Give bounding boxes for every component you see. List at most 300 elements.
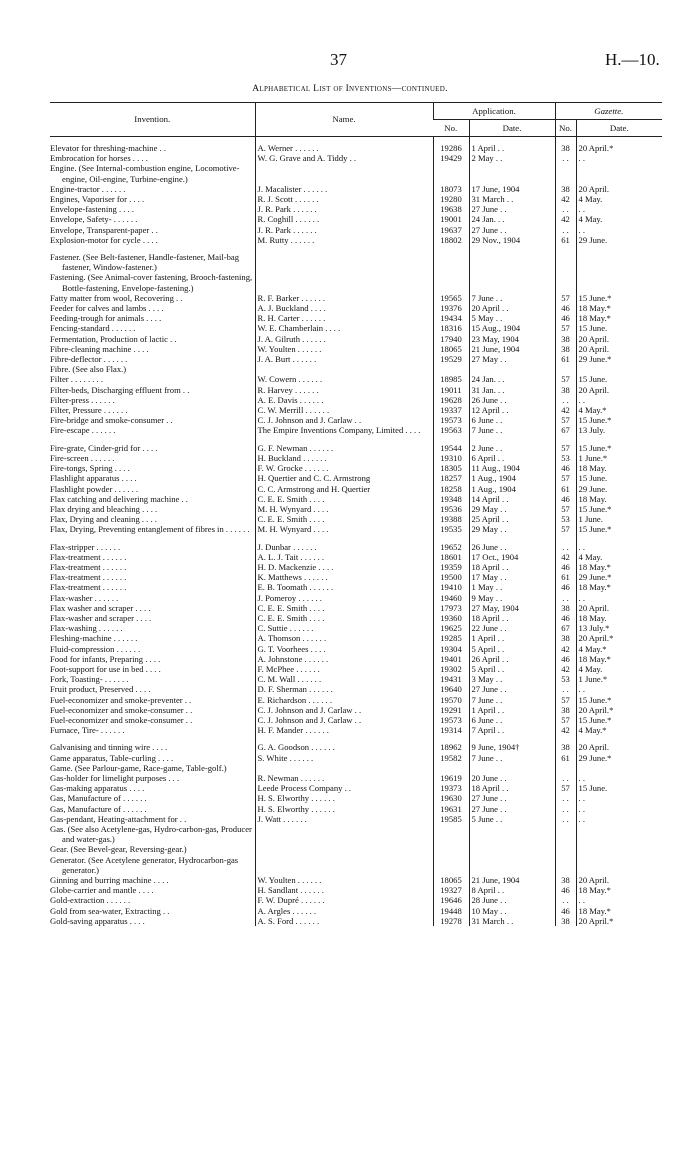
application-no-cell: 19529 — [433, 354, 469, 364]
application-no-cell: 19582 — [433, 753, 469, 763]
gazette-no-cell: . . — [555, 204, 576, 214]
gazette-no-cell: 38 — [555, 916, 576, 926]
application-no-cell: 19536 — [433, 504, 469, 514]
gazette-date-cell: 18 May. — [576, 463, 662, 473]
gazette-no-cell: . . — [555, 793, 576, 803]
invention-cell: Flax-treatment . . . . . . — [50, 561, 127, 572]
name-cell: C. W. Merrill . . . . . . — [255, 405, 433, 415]
invention-cell: Engine-tractor . . . . . . — [50, 183, 126, 194]
table-row — [50, 395, 662, 405]
gazette-no-cell: . . — [555, 684, 576, 694]
invention-cell: Fuel-economizer and smoke-consumer . . — [50, 714, 193, 725]
application-no-cell: 19637 — [433, 225, 469, 235]
invention-cell: Fluid-compression . . . . . . — [50, 643, 141, 654]
table-row — [50, 272, 662, 292]
invention-cell: Flax-stripper . . . . . . — [50, 541, 121, 552]
gazette-no-cell: 42 — [555, 214, 576, 224]
gazette-date-header: Date. — [576, 120, 662, 137]
table-row — [50, 654, 662, 664]
application-date-cell — [469, 855, 555, 875]
gazette-no-cell: 38 — [555, 385, 576, 395]
gazette-no-cell: 61 — [555, 572, 576, 582]
gazette-no-cell: 57 — [555, 443, 576, 453]
gazette-no-cell: . . — [555, 895, 576, 905]
application-date-cell: 29 Nov., 1904 — [469, 235, 555, 245]
application-no-cell: 19337 — [433, 405, 469, 415]
application-date-cell: 27 June . . — [469, 793, 555, 803]
gazette-no-cell — [555, 844, 576, 854]
application-no-cell: 19348 — [433, 494, 469, 504]
gazette-date-cell: . . — [576, 895, 662, 905]
table-row — [50, 824, 662, 844]
application-no-cell: 19573 — [433, 415, 469, 425]
application-no-cell: 19360 — [433, 613, 469, 623]
invention-cell: Gas, Manufacture of . . . . . . — [50, 793, 147, 804]
application-date-cell — [469, 364, 555, 374]
application-date-cell: 2 May . . — [469, 153, 555, 163]
invention-cell: Flax-treatment . . . . . . — [50, 551, 127, 562]
name-cell: C. C. Armstrong and H. Quertier — [255, 484, 433, 494]
application-no-cell: 19291 — [433, 705, 469, 715]
invention-cell: Globe-carrier and mantle . . . . — [50, 885, 154, 896]
application-no-cell: 19285 — [433, 633, 469, 643]
table-row — [50, 313, 662, 323]
name-cell: C. E. E. Smith . . . . — [255, 613, 433, 623]
invention-cell: Feeder for calves and lambs . . . . — [50, 303, 164, 314]
name-cell: H. S. Elworthy . . . . . . — [255, 793, 433, 803]
application-date-cell — [469, 252, 555, 272]
table-row — [50, 153, 662, 163]
application-no-cell — [433, 364, 469, 374]
application-date-cell: 8 April . . — [469, 885, 555, 895]
invention-cell: Filter-beds, Discharging effluent from . . — [50, 384, 190, 395]
gazette-date-cell: 20 April.* — [576, 633, 662, 643]
application-date-cell: 17 June, 1904 — [469, 184, 555, 194]
application-date-cell: 1 May . . — [469, 582, 555, 592]
table-row — [50, 804, 662, 814]
gazette-no-cell: 38 — [555, 705, 576, 715]
name-cell: F. W. Dupré . . . . . . — [255, 895, 433, 905]
gazette-date-cell: 18 May.* — [576, 562, 662, 572]
name-cell: M. H. Wynyard . . . . — [255, 524, 433, 534]
application-date-cell: 11 Aug., 1904 — [469, 463, 555, 473]
gazette-no-header: No. — [555, 120, 576, 137]
name-cell: K. Matthews . . . . . . — [255, 572, 433, 582]
gazette-date-cell: 20 April. — [576, 385, 662, 395]
table-row — [50, 364, 662, 374]
name-cell: E. B. Toomath . . . . . . — [255, 582, 433, 592]
name-cell: J. A. Burt . . . . . . — [255, 354, 433, 364]
gazette-no-cell: 57 — [555, 524, 576, 534]
table-row — [50, 603, 662, 613]
table-row — [50, 593, 662, 603]
gazette-date-cell: . . — [576, 773, 662, 783]
invention-cell: Flax-washer . . . . . . — [50, 592, 119, 603]
gazette-no-cell: 46 — [555, 562, 576, 572]
gazette-date-cell: 15 June.* — [576, 443, 662, 453]
gazette-no-cell: . . — [555, 225, 576, 235]
application-no-cell: 18305 — [433, 463, 469, 473]
caption-text: Alphabetical List of Inventions—continued. — [252, 84, 448, 94]
table-row — [50, 695, 662, 705]
gazette-date-cell: 1 June. — [576, 514, 662, 524]
invention-cell: Fork, Toasting- . . . . . . — [50, 674, 129, 685]
gazette-date-cell: 20 April. — [576, 603, 662, 613]
name-cell: J. R. Park . . . . . . — [255, 225, 433, 235]
gazette-date-cell — [576, 272, 662, 292]
application-date-cell: 1 Aug., 1904 — [469, 484, 555, 494]
table-row — [50, 334, 662, 344]
table-row — [50, 184, 662, 194]
name-cell: H. Quertier and C. C. Armstrong — [255, 473, 433, 483]
gazette-date-cell: 20 April.* — [576, 137, 662, 154]
gazette-date-cell: . . — [576, 814, 662, 824]
gazette-date-cell: 18 May.* — [576, 885, 662, 895]
application-date-cell: 27 June . . — [469, 684, 555, 694]
name-cell: A. S. Ford . . . . . . — [255, 916, 433, 926]
gazette-date-cell: 13 July. — [576, 425, 662, 435]
application-no-cell: 19376 — [433, 303, 469, 313]
name-cell: H. Buckland . . . . . . — [255, 453, 433, 463]
gazette-no-cell: 42 — [555, 644, 576, 654]
gazette-date-cell: . . — [576, 793, 662, 803]
spacer-cell — [555, 735, 576, 742]
spacer-cell — [469, 735, 555, 742]
table-row — [50, 562, 662, 572]
invention-cell: Envelope-fastening . . . . — [50, 204, 135, 215]
invention-cell: Fire-grate, Cinder-grid for . . . . — [50, 442, 158, 453]
application-date-cell: 22 June . . — [469, 623, 555, 633]
application-date-cell: 20 June . . — [469, 773, 555, 783]
application-date-cell — [469, 763, 555, 773]
application-date-cell: 25 April . . — [469, 514, 555, 524]
application-date-cell: 27 June . . — [469, 804, 555, 814]
gazette-date-cell: 20 April. — [576, 344, 662, 354]
name-cell: The Empire Inventions Company, Limited . . . . — [255, 425, 433, 435]
application-no-cell: 19401 — [433, 654, 469, 664]
name-cell: J. R. Park . . . . . . — [255, 204, 433, 214]
table-row — [50, 425, 662, 435]
application-date-cell: 24 Jan. . . — [469, 374, 555, 384]
gazette-date-cell: 20 April. — [576, 184, 662, 194]
application-no-cell: 19429 — [433, 153, 469, 163]
spacer-cell — [469, 436, 555, 443]
gazette-date-cell: 4 May.* — [576, 405, 662, 415]
gazette-date-cell: . . — [576, 225, 662, 235]
gazette-date-cell — [576, 252, 662, 272]
application-date-cell: 9 May . . — [469, 593, 555, 603]
invention-cell: Flax-treatment . . . . . . — [50, 582, 127, 593]
application-date-cell: 31 Jan. . . — [469, 385, 555, 395]
name-cell: M. H. Wynyard . . . . — [255, 504, 433, 514]
spacer-cell — [50, 735, 255, 742]
invention-cell: Fire-escape . . . . . . — [50, 425, 116, 436]
gazette-date-cell: 20 April. — [576, 742, 662, 752]
application-no-cell: 19001 — [433, 214, 469, 224]
invention-cell: Elevator for threshing-machine . . — [50, 143, 166, 153]
application-date-cell: 28 June . . — [469, 895, 555, 905]
spacer-cell — [433, 436, 469, 443]
document-code: H.—10. — [605, 50, 660, 69]
spacer-cell — [555, 245, 576, 252]
application-date-cell — [469, 163, 555, 183]
table-row — [50, 916, 662, 926]
gazette-no-cell: 57 — [555, 374, 576, 384]
application-no-cell: 17940 — [433, 334, 469, 344]
application-date-cell: 1 April . . — [469, 633, 555, 643]
name-cell: W. G. Grave and A. Tiddy . . — [255, 153, 433, 163]
table-row — [50, 293, 662, 303]
invention-cell: Fire-tongs, Spring . . . . — [50, 463, 130, 474]
table-row — [50, 504, 662, 514]
application-no-cell — [433, 272, 469, 292]
gazette-date-cell — [576, 855, 662, 875]
table-row — [50, 582, 662, 592]
table-row — [50, 906, 662, 916]
spacer-cell — [255, 535, 433, 542]
gazette-date-cell: 20 April.* — [576, 705, 662, 715]
invention-cell: Flashlight powder . . . . . . — [50, 483, 139, 494]
gazette-no-cell — [555, 824, 576, 844]
table-row — [50, 895, 662, 905]
gazette-no-cell: 67 — [555, 425, 576, 435]
gazette-date-cell — [576, 824, 662, 844]
name-cell: A. E. Davis . . . . . . — [255, 395, 433, 405]
table-row — [50, 844, 662, 854]
spacer-cell — [576, 245, 662, 252]
gazette-date-cell: 20 April. — [576, 334, 662, 344]
table-row — [50, 214, 662, 224]
application-no-cell: 19011 — [433, 385, 469, 395]
gazette-date-cell: 18 May.* — [576, 313, 662, 323]
gazette-date-cell: 4 May.* — [576, 725, 662, 735]
gazette-no-cell: 42 — [555, 664, 576, 674]
application-date-cell: 26 June . . — [469, 395, 555, 405]
application-no-cell: 18257 — [433, 473, 469, 483]
application-no-cell: 19359 — [433, 562, 469, 572]
table-row — [50, 542, 662, 552]
table-row — [50, 885, 662, 895]
invention-cell: Flax, Drying and cleaning . . . . — [50, 514, 157, 525]
spacer-cell — [50, 535, 255, 542]
application-date-cell: 21 June, 1904 — [469, 344, 555, 354]
application-date-cell: 26 June . . — [469, 542, 555, 552]
spacer-cell — [555, 535, 576, 542]
application-date-cell: 18 April . . — [469, 562, 555, 572]
table-row — [50, 494, 662, 504]
spacer-cell — [576, 436, 662, 443]
spacer-cell — [255, 245, 433, 252]
application-no-cell: 19410 — [433, 582, 469, 592]
application-date-cell: 5 June . . — [469, 814, 555, 824]
table-row — [50, 252, 662, 272]
table-row — [50, 742, 662, 752]
table-row — [50, 443, 662, 453]
name-cell: J. Pomeroy . . . . . . — [255, 593, 433, 603]
name-cell: R. Coghill . . . . . . — [255, 214, 433, 224]
invention-cell: Flax-washer and scraper . . . . — [50, 612, 152, 623]
application-date-cell: 7 June . . — [469, 695, 555, 705]
name-cell: C. E. E. Smith . . . . — [255, 514, 433, 524]
name-cell: R. H. Carter . . . . . . — [255, 313, 433, 323]
gazette-date-cell — [576, 844, 662, 854]
name-cell — [255, 364, 433, 374]
gazette-no-cell: 57 — [555, 783, 576, 793]
gazette-no-cell: 61 — [555, 354, 576, 364]
application-no-cell: 19640 — [433, 684, 469, 694]
invention-cell: Filter-press . . . . . . — [50, 394, 115, 405]
table-row — [50, 773, 662, 783]
gazette-date-cell: 13 July.* — [576, 623, 662, 633]
gazette-no-cell: 57 — [555, 323, 576, 333]
name-cell: J. Dunbar . . . . . . — [255, 542, 433, 552]
table-row — [50, 385, 662, 395]
application-no-cell: 19630 — [433, 793, 469, 803]
name-cell: C. J. Johnson and J. Carlaw . . — [255, 415, 433, 425]
invention-cell: Generator. (See Acetylene generator, Hydrocarbon-gas generator.) — [50, 854, 239, 875]
name-cell — [255, 163, 433, 183]
gazette-date-cell: 15 June.* — [576, 293, 662, 303]
gazette-date-cell: . . — [576, 804, 662, 814]
application-date-cell: 15 Aug., 1904 — [469, 323, 555, 333]
application-date-cell: 27 June . . — [469, 204, 555, 214]
invention-cell: Galvanising and tinning wire . . . . — [50, 742, 168, 753]
invention-cell: Fastening. (See Animal-cover fastening, Brooch-fastening, Bottle-fastening, Envelope-fastening.) — [50, 272, 253, 293]
application-date-cell: 10 May . . — [469, 906, 555, 916]
table-row — [50, 674, 662, 684]
gazette-no-cell: 57 — [555, 715, 576, 725]
application-no-cell: 19535 — [433, 524, 469, 534]
table-caption — [0, 84, 700, 94]
invention-cell: Gold-saving apparatus . . . . — [50, 915, 145, 926]
application-no-cell: 19448 — [433, 906, 469, 916]
gazette-no-cell: 42 — [555, 194, 576, 204]
gazette-no-cell — [555, 763, 576, 773]
gazette-no-cell: 61 — [555, 235, 576, 245]
gazette-no-cell: 46 — [555, 613, 576, 623]
application-no-cell: 18258 — [433, 484, 469, 494]
gazette-no-cell: 38 — [555, 742, 576, 752]
invention-cell: Gas-making apparatus . . . . — [50, 783, 145, 794]
invention-cell: Flashlight apparatus . . . . — [50, 473, 137, 484]
gazette-no-cell: 53 — [555, 674, 576, 684]
name-cell: J. Watt . . . . . . — [255, 814, 433, 824]
table-row — [50, 484, 662, 494]
name-cell: H. F. Mander . . . . . . — [255, 725, 433, 735]
table-row — [50, 163, 662, 183]
gazette-date-cell: 18 May.* — [576, 654, 662, 664]
gazette-date-cell: 15 June.* — [576, 524, 662, 534]
table-row — [50, 524, 662, 534]
spacer-cell — [576, 535, 662, 542]
gazette-no-cell: 38 — [555, 184, 576, 194]
application-date-cell: 23 May, 1904 — [469, 334, 555, 344]
application-no-cell: 19573 — [433, 715, 469, 725]
gazette-no-cell: 57 — [555, 293, 576, 303]
invention-header: Invention. — [50, 103, 255, 137]
gazette-no-cell — [555, 252, 576, 272]
gazette-no-cell: 46 — [555, 654, 576, 664]
table-row — [50, 463, 662, 473]
gazette-no-cell: 38 — [555, 875, 576, 885]
gazette-date-cell: 29 June.* — [576, 753, 662, 763]
application-no-cell: 19327 — [433, 885, 469, 895]
gazette-no-cell: 61 — [555, 484, 576, 494]
table-row — [50, 225, 662, 235]
gazette-no-cell: 42 — [555, 552, 576, 562]
name-cell: A. J. Buckland . . . . — [255, 303, 433, 313]
invention-cell: Engine. (See Internal-combustion engine, Locomotive-engine, Oil-engine, Turbine-engine.) — [50, 163, 240, 184]
application-no-cell: 19565 — [433, 293, 469, 303]
gazette-date-cell: 15 June. — [576, 783, 662, 793]
name-cell: G. F. Newman . . . . . . — [255, 443, 433, 453]
name-cell: A. Thomson . . . . . . — [255, 633, 433, 643]
invention-cell: Fire-bridge and smoke-consumer . . — [50, 415, 173, 426]
invention-cell: Filter, Pressure . . . . . . — [50, 405, 128, 416]
spacer-cell — [433, 245, 469, 252]
name-cell: F. W. Grocke . . . . . . — [255, 463, 433, 473]
application-date-cell: 21 June, 1904 — [469, 875, 555, 885]
table-row — [50, 303, 662, 313]
application-no-cell: 18985 — [433, 374, 469, 384]
table-row — [50, 855, 662, 875]
name-cell: A. Werner . . . . . . — [255, 137, 433, 154]
application-no-cell: 19646 — [433, 895, 469, 905]
gazette-date-cell: 20 April.* — [576, 916, 662, 926]
name-cell: A. Johnstone . . . . . . — [255, 654, 433, 664]
application-date-cell: 31 March . . — [469, 194, 555, 204]
gazette-date-cell: 29 June. — [576, 235, 662, 245]
gazette-date-cell — [576, 163, 662, 183]
invention-cell: Gold-extraction . . . . . . — [50, 895, 131, 906]
application-no-cell — [433, 252, 469, 272]
application-date-cell: 26 April . . — [469, 654, 555, 664]
application-no-cell: 19570 — [433, 695, 469, 705]
name-cell — [255, 763, 433, 773]
application-date-cell: 1 April . . — [469, 137, 555, 154]
application-no-cell: 19280 — [433, 194, 469, 204]
gazette-no-cell: 57 — [555, 504, 576, 514]
name-cell: J. A. Gilruth . . . . . . — [255, 334, 433, 344]
gazette-date-cell: 15 June.* — [576, 715, 662, 725]
spacer-cell — [255, 735, 433, 742]
gazette-date-cell: 18 May. — [576, 613, 662, 623]
name-cell: R. Newman . . . . . . — [255, 773, 433, 783]
gazette-date-cell: 15 June. — [576, 473, 662, 483]
gazette-no-cell: 46 — [555, 303, 576, 313]
name-cell — [255, 855, 433, 875]
gazette-date-cell: 29 June.* — [576, 354, 662, 364]
application-date-cell: 5 April . . — [469, 664, 555, 674]
gazette-date-cell: 20 April. — [576, 875, 662, 885]
name-cell: A. Argles . . . . . . — [255, 906, 433, 916]
table-row — [50, 684, 662, 694]
gazette-no-cell — [555, 272, 576, 292]
invention-cell: Fatty matter from wool, Recovering . . — [50, 292, 183, 303]
name-cell: C. E. E. Smith . . . . — [255, 494, 433, 504]
table-row — [50, 875, 662, 885]
spacer-cell — [255, 436, 433, 443]
application-date-cell: 29 May . . — [469, 504, 555, 514]
gazette-no-cell: 57 — [555, 415, 576, 425]
application-date-cell: 20 April . . — [469, 303, 555, 313]
group-spacer — [50, 535, 662, 542]
application-date-cell: 27 May, 1904 — [469, 603, 555, 613]
name-cell: R. J. Scott . . . . . . — [255, 194, 433, 204]
group-spacer — [50, 735, 662, 742]
invention-cell: Game. (See Parlour-game, Race-game, Table-golf.) — [50, 762, 227, 773]
application-no-cell: 19304 — [433, 644, 469, 654]
